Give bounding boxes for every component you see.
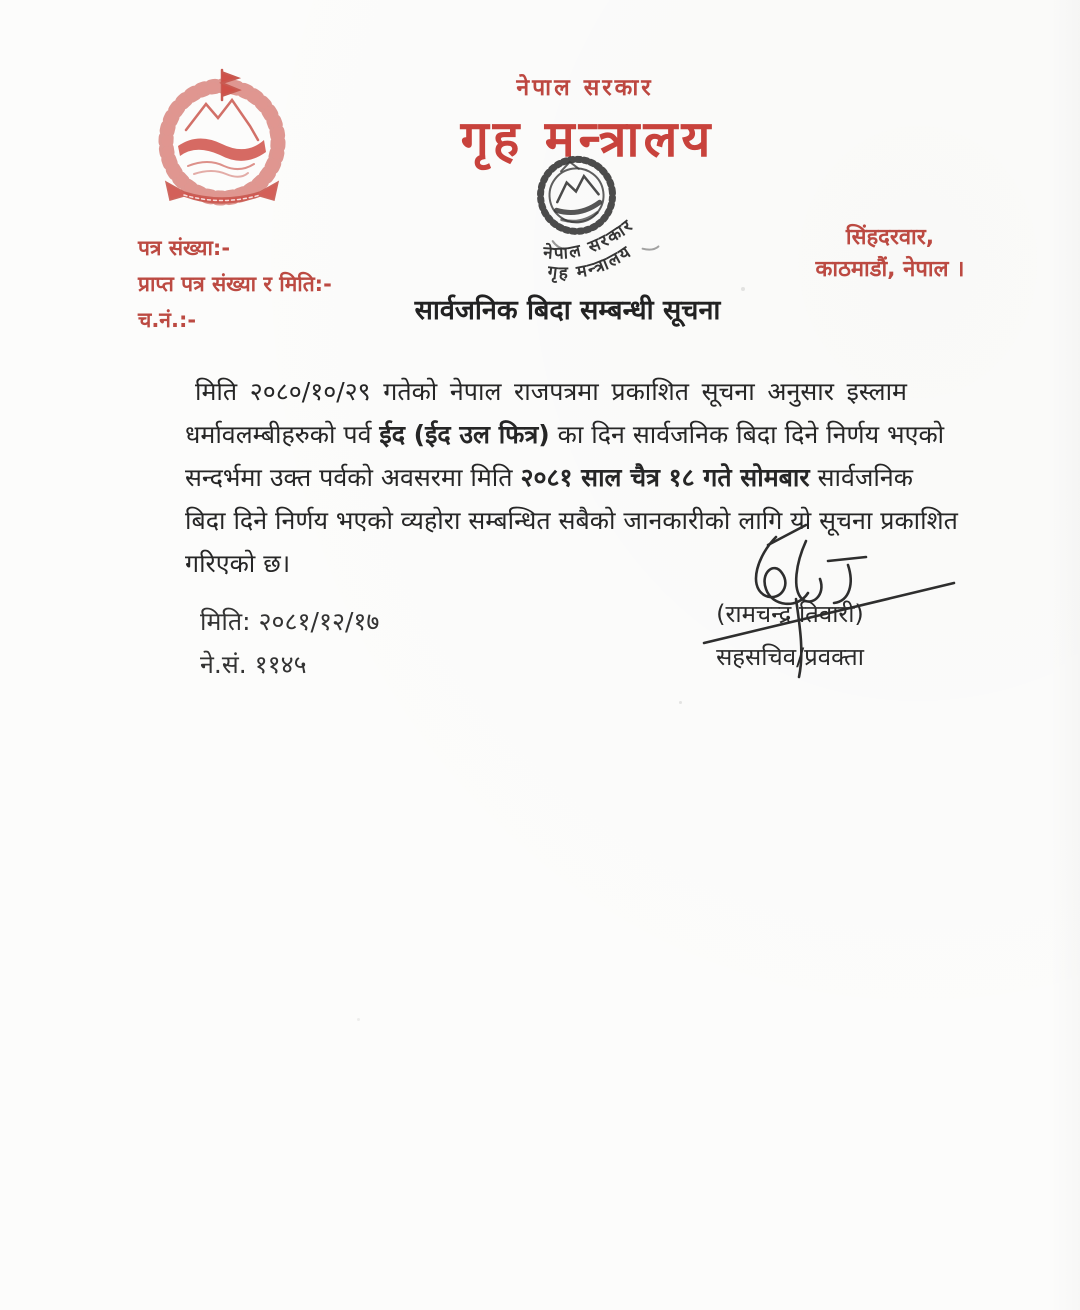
- body-line: मिति २०८०/१०/२९ गतेको नेपाल राजपत्रमा प्रकाशित सूचना अनुसार इस्लाम: [195, 377, 907, 406]
- government-name: नेपाल सरकार: [516, 75, 654, 101]
- ministry-stamp-icon: [489, 140, 686, 299]
- stamp-text-line1: नेपाल सरकार: [542, 215, 638, 265]
- body-line: गरिएको छ।: [185, 549, 291, 578]
- body-line: सन्दर्भमा उक्त पर्वको अवसरमा मिति २०८१ साल चैत्र १८ गते सोमबार सार्वजनिक: [185, 463, 913, 492]
- date-block: [200, 600, 379, 686]
- signatory-title: सहसचिव/प्रवक्ता: [716, 643, 864, 671]
- nepal-sambat-year: ने.सं. ११४५: [200, 650, 307, 679]
- body-line: धर्मावलम्बीहरुको पर्व ईद (ईद उल फित्र) का दिन सार्वजनिक बिदा दिने निर्णय भएको: [185, 420, 945, 449]
- issue-date: मिति: २०८१/१२/१७: [200, 607, 380, 636]
- scan-speck: [357, 1018, 360, 1021]
- ref-received-number-date: प्राप्त पत्र संख्या र मिति:-: [138, 272, 332, 296]
- notice-title: सार्वजनिक बिदा सम्बन्धी सूचना: [414, 295, 721, 326]
- scan-speck: [679, 701, 682, 704]
- scan-speck: [741, 287, 745, 291]
- address-line2: काठमाडौं, नेपाल ।: [815, 257, 965, 282]
- ref-dispatch-number: च.नं.:-: [138, 308, 197, 332]
- ref-letter-number: पत्र संख्या:-: [138, 236, 231, 260]
- ministry-name: गृह मन्त्रालय: [460, 110, 715, 168]
- signatory-name: (रामचन्द्र तिवारी): [716, 600, 864, 628]
- address-line1: सिंहदरवार,: [845, 225, 935, 250]
- address-block: [800, 222, 980, 286]
- stamp-text-line2: गृह मन्त्रालय: [546, 241, 636, 284]
- body-line: बिदा दिने निर्णय भएको व्यहोरा सम्बन्धित सबैको जानकारीको लागि यो सूचना प्रकाशित: [185, 506, 958, 535]
